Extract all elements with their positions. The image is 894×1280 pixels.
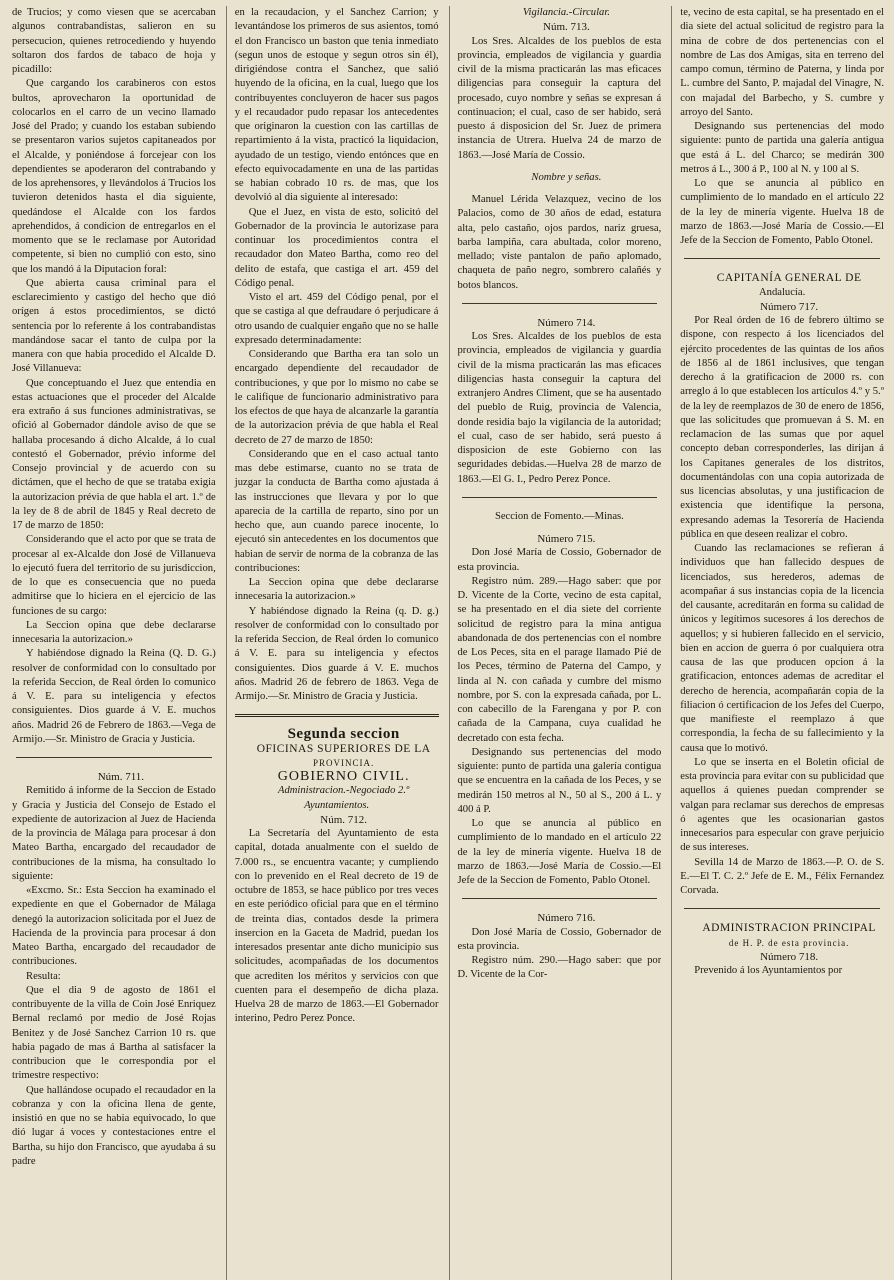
paragraph: Visto el art. 459 del Código penal, por el que se castiga al que defraudare ó perjudicare á otro usando de cualquier engaño que no se halle expresado determinadamente: [234, 292, 439, 346]
divider [16, 757, 212, 758]
paragraph: La Seccion opina que debe declararse innecesaria la autorizacion.» [12, 619, 216, 645]
paragraph: Designando sus pertenencias del modo siguiente: punto de partida una galería antigua que está á L. del Charco; se medirán 300 metros á L., 300 á P., 100 al N. y 100 al S. [680, 121, 884, 175]
column-2 [226, 6, 439, 1280]
paragraph: «Excmo. Sr.: Esta Seccion ha examinado el expediente en que el Gobernador de Málaga denegó la autorizacion solicitada por el Juez de Hacienda de la provincia para procesar á don Mateo Bartha, encargado del recaudador de contribuciones. [12, 885, 216, 968]
divider [684, 258, 880, 259]
province-heading: PROVINCIA. [312, 757, 375, 768]
divider [462, 898, 658, 899]
paragraph: Sevilla 14 de Marzo de 1863.—P. O. de S. E.—El T. C. 2.º Jefe de E. M., Félix Fernandez Corvada. [680, 856, 884, 896]
senas-heading: Nombre y señas. [531, 171, 602, 183]
paragraph: Que el Juez, en vista de esto, solicitó del Gobernador de la provincia le autorizase para continuar los procedimientos contra el recaudador don Mateo Bartha, como reo del delito de estafa, que castiga el art. 459 del Código penal. [234, 206, 439, 289]
article-number: Número 716. [537, 912, 596, 925]
paragraph: de Trucios; y como viesen que se acercaban algunos contrabandistas, salieron en su persecucion, quienes retrocediendo y huyendo soltaron dos fardos de tabaco de hoja y picadillo: [12, 7, 216, 75]
article-number: Núm. 713. [543, 21, 590, 34]
paragraph: Lo que se anuncia al público en cumplimiento de lo mandado en el artículo 22 de la ley de minería vigente. Huelva 18 de marzo de 1863.—José María de Cossio.—El Jefe de la Seccion de Fomento, Pablo Otonel. [680, 178, 884, 246]
divider [462, 303, 658, 304]
andalucia-heading: Andalucía. [759, 286, 806, 298]
paragraph: Prevenido á los Ayuntamientos por [694, 965, 843, 976]
paragraph: Lo que se inserta en el Boletin oficial de esta provincia para evitar con su publicidad que aquellos á quienes puedan comprender se valgan para reclamar sus derechos de empresas ó agentes que les ocasionarian gastos innecesarios para especular con grave perjuicio de sus intereses. [680, 756, 884, 854]
vigilancia-heading: Vigilancia.-Circular. [522, 7, 610, 18]
double-divider [235, 714, 439, 717]
civil-government-heading: GOBIERNO CIVIL. [277, 769, 410, 784]
paragraph: te, vecino de esta capital, se ha presentado en el dia siete del actual solicitud de registro para la mina de cobre de dos pertenencias con el nombre de Las dos Amigas, sita en terreno del campo comun, término de Paterna, y linda por L. cumbre del Santo, P. majadal del Vinagre, N. con majadal del Barbecho, y S. cumbre y arroyo del Santo. [680, 7, 884, 118]
column-3 [449, 6, 662, 1280]
section-heading: Segunda seccion [287, 726, 400, 743]
paragraph: Designando sus pertenencias del modo siguiente: punto de partida una galería contigua que se encuentra en la cañada de los Peces, y se medirán 150 metros al N., 50 al S., 200 á L. y 400 á P. [457, 746, 662, 815]
paragraph: Resulta: [26, 970, 61, 982]
divider [462, 497, 658, 498]
paragraph: Cuando las reclamaciones se refieran á individuos que han fallecido despues de licenciados, sus herederos, ademas de acompañar á sus instancias copia de la licencia del causante, acreditarán en forma su calidad de únicos y legítimos sucesores á los derechos de aquellos; y si hubieren fallecido en el servicio, bien en accion de guerra ó por cualquiera otra causa de las que producen opcion á la gratificacion, entonces ademas de acreditar el derecho de herencia, acompañarán copia de la filiacion ó certificacion de los Jefes del Cuerpo, que manifieste el reemplazo á que correspondia, la fecha de su fallecimiento y la causa que lo motivó. [680, 543, 884, 754]
administracion-heading: ADMINISTRACION PRINCIPAL [702, 922, 876, 935]
paragraph: en la recaudacion, y el Sanchez Carrion; y levantándose los primeros de sus asientos, tomó el don Francisco un baston que tenia inmediato (segun unos de estoque y segun otros sin él), dirigiéndose contra el Sanchez, que salió huyendo de la oficina, en la cual, luego que los contribuyentes concluyeron de hacer sus pagos y el recaudador pudo repasar los antecedentes que originaron la cuestion con las cartillas de repartimiento á la vista, practicó la liquidacion, ayudado de un testigo, viendo entónces que en efecto equivocadamente en una de las partidas se habian cobrado 10 rs. de mas, que los devolvió al dia siguiente al interesado: [234, 7, 439, 204]
paragraph: Los Sres. Alcaldes de los pueblos de esta provincia, empleados de vigilancia y guardia civil de la misma practicarán las mas eficaces diligencias para conseguir la captura del procesado, cuyo nombre y señas se expresan á continuacion; el cual, caso de ser habido, será puesto á disposicion del Sr. Juez de primera instancia de Utrera. Huelva 24 de marzo de 1863.—José María de Cossio. [457, 35, 662, 161]
paragraph: Que el dia 9 de agosto de 1861 el contribuyente de la villa de Coin José Enriquez Bernal reclamó por medio de José Rojas Benitez y de José Sanchez Carrion 10 rs. que habia pagado de mas á Bartha al satisfacer la contribucion que le correspondia por el trimestre respectivo: [12, 984, 216, 1082]
article-number: Número 717. [760, 300, 819, 313]
article-number: Número 715. [537, 533, 596, 545]
paragraph: Registro núm. 290.—Hago saber: que por D. Vicente de la Cor- [457, 955, 662, 981]
paragraph: Considerando que en el caso actual tanto mas debe estimarse, cuanto no se trata de juzgar la conducta de Bartha como ajustada á las instrucciones que llevara y por lo que aparecia de la cartilla de reparto, sino por un hecho que, aun cuando parece inocente, lo ejecutó sin antecedentes en los documentos que habian de servir de norma de la cobranza de las contribuciones: [234, 448, 439, 574]
paragraph: La Seccion opina que debe declararse innecesaria la autorizacion.» [234, 577, 439, 603]
divider [684, 908, 880, 909]
capitania-heading: CAPITANÍA GENERAL DE [716, 272, 862, 285]
paragraph: Don José María de Cossio, Gobernador de esta provincia. [457, 547, 662, 573]
article-number: Núm. 712. [320, 813, 367, 826]
paragraph: La Secretaría del Ayuntamiento de esta capital, dotada anualmente con el sueldo de 7.000 rs., se encuentra vacante; y cumpliendo con lo prevenido en el Real decreto de 19 de octubre de 1853, se hace público por tres veces en este periódico oficial para que en el término de treinta dias, contados desde la primera insercion en la Gaceta de Madrid, puedan los interesados presentar ante dicho municipio sus solicitudes, acompañadas de los documentos que acrediten los méritos y servicios con que cuenten para el desempeño de dicha plaza. Huelva 28 de marzo de 1863.—El Gobernador interino, Pedro Perez Ponce. [234, 828, 439, 1025]
paragraph: Don José María de Cossio, Gobernador de esta provincia. [457, 926, 662, 952]
paragraph: Que abierta causa criminal para el esclarecimiento y castigo del hecho que dió orígen á estos procedimientos, se dictó sentencia por lo referente á los contrabandistas mandándose sacar el tanto de culpa por la manera con que habia procedido el Alcalde D. José Villanueva: [12, 277, 216, 375]
administracion-subheading: de H. P. de esta provincia. [728, 937, 850, 948]
article-number: Número 714. [537, 316, 596, 329]
negociado-heading: Administracion.-Negociado 2.º Ayuntamientos. [277, 785, 410, 811]
paragraph: Que conceptuando el Juez que entendia en estas actuaciones que el proceder del Alcalde era extraño á sus funciones administrativas, se ofició al Gobernador dándole aviso de que se hallaba procesando á dicho Alcalde, á lo cual contestó el Gobernador, prévio informe del Consejo provincial y de acuerdo con su dictámen, que el hecho de que se trataba exigia la autorizacion prévia de que habla el art. 1.º de la ley de 8 de abril de 1845 y Real decreto de 17 de marzo de 1850: [12, 377, 216, 531]
column-4 [671, 6, 884, 1280]
paragraph: Considerando que el acto por que se trata de procesar al ex-Alcalde don José de Villanueva lo ejecutó fuera del territorio de su jurisdiccion, de lo que es consecuencia que no pueda admitirse que lo hiciera en el ejercicio de las funciones de su cargo: [12, 534, 216, 617]
paragraph: Por Real órden de 16 de febrero último se dispone, con respecto á los licenciados del ejército procedentes de las quintas de los años de 1856 al de 1861 inclusives, que tengan derecho á la gratificacion de 2000 rs. con arreglo á lo que establecen los artículos 4.º y 5.º de la ley de reemplazos de 30 de enero de 1856, que las solicitudes que promuevan á S. M. en reclamacion de las sumas que por aquel concepto deban corresponderles, las dirijan á los Capitanes generales de los distritos, documentándolas con una copia autorizada de sus licencias absolutas, y una justificacion de existencia que identifique la persona, expresando ademas la Tesorería de Hacienda pública en que deseen realizar el cobro. [680, 315, 884, 540]
paragraph: Lo que se anuncia al público en cumplimiento de lo mandado en el artículo 22 de la ley de minería vigente. Huelva 18 de marzo de 1863.—José María de Cossio.—El Jefe de la Seccion de Fomento, Pablo Otonel. [457, 818, 662, 886]
fomento-heading: Seccion de Fomento.—Minas. [494, 510, 624, 522]
offices-heading: OFICINAS SUPERIORES DE LA [256, 742, 431, 755]
paragraph: Registro núm. 289.—Hago saber: que por D. Vicente de la Corte, vecino de esta capital, se ha presentado en el dia siete del corriente solicitud de registro para la mina antigua abandonada de dos pertenencias con el nombre de Los Peces, sita en el parage llamado Pié de los Peces, término de Paterna del Campo, y linda al N. con cañada y cumbre del mismo nombre, por S. con la expresada cañada, por L. con cabecillo de la Farengana y por P. con cañada de la Campana, cuya cualidad he decretado con esta fecha. [457, 575, 662, 744]
paragraph: Los Sres. Alcaldes de los pueblos de esta provincia, empleados de vigilancia y guardia civil de la misma practicarán las mas eficaces diligencias hasta conseguir la captura del extranjero Andres Climent, que se ha ausentado del pueblo de Ruig, provincia de Valencia, donde residia bajo la vigilancia de la autoridad; el cual, caso de ser habido, será puesto á disposicion de este Gobierno con las seguridades debidas.—Huelva 28 de marzo de 1863.—El G. I., Pedro Perez Ponce. [457, 331, 662, 485]
paragraph: Remitido á informe de la Seccion de Estado y Gracia y Justicia del Consejo de Estado el expediente de autorizacion al Juez de Hacienda de la provincia de Málaga para procesar á don Mateo Bartha, encargado del recaudador de contribuciones de la misma, ha consultado lo siguiente: [12, 785, 216, 882]
article-number: Núm. 711. [97, 771, 145, 783]
paragraph: Considerando que Bartha era tan solo un encargado dependiente del recaudador de contribuciones, y que por lo mismo no cabe se le califique de funcionario administrativo para los efectos de que haya de alcanzarle la garantía de la autorizacion prévia de que habla el Real decreto de 27 de marzo de 1850: [234, 349, 439, 446]
paragraph: Y habiéndose dignado la Reina (Q. D. G.) resolver de conformidad con lo consultado por la referida Seccion, de Real órden lo comunico á V. E. para su inteligencia y efectos consiguientes. Dios guarde á V. E. muchos años. Madrid 26 de Febrero de 1863.—Vega de Armijo.—Sr. Ministro de Gracia y Justicia. [12, 648, 216, 745]
column-1 [12, 6, 216, 1280]
paragraph: Y habiéndose dignado la Reina (q. D. g.) resolver de conformidad con lo consultado por la referida Seccion, de Real órden lo comunico á V. E. para su inteligencia y efectos consiguientes. Dios guarde á V. E. muchos años. Madrid 26 de febrero de 1863. Vega de Armijo.—Sr. Ministro de Gracia y Justicia. [234, 605, 439, 702]
paragraph: Manuel Lérida Velazquez, vecino de los Palacios, como de 30 años de edad, estatura alta, pelo castaño, ojos pardos, nariz gruesa, barba lampiña, cara abultada, color moreno, mellado; viste pantalon de paño aplomado, chaqueta de paño negro, sombrero calañés y botos blancos. [457, 194, 662, 291]
article-number: Número 718. [760, 950, 819, 963]
paragraph: Que hallándose ocupado el recaudador en la cobranza y con la oficina llena de gente, insistió en que no se habia equivocado, lo que dió lugar á voces y contestaciones entre el Bartha, su hijo don Francisco, que ayudaba á su padre [12, 1084, 216, 1167]
paragraph: Que cargando los carabineros con estos bultos, aprovecharon la oportunidad de colocarlos en el carro de un vecino llamado José del Prado; y cuando los estaban subiendo se presentaron varios sujetos capitaneados por el Alcalde, y poniéndose á forcejear con los dependientes se apoderaron del contrabando y de los aprehensores, y llevándolos á Trucios los tuvieron detenidos hasta el dia siguiente, quedándose el Alcalde con los fardos aprehendidos, á condicion de entregarlos en el momento que se le reclamase por Autoridad competente, si bien no cumplió con esto, sino que los mandó á la Diputacion foral: [12, 78, 216, 275]
